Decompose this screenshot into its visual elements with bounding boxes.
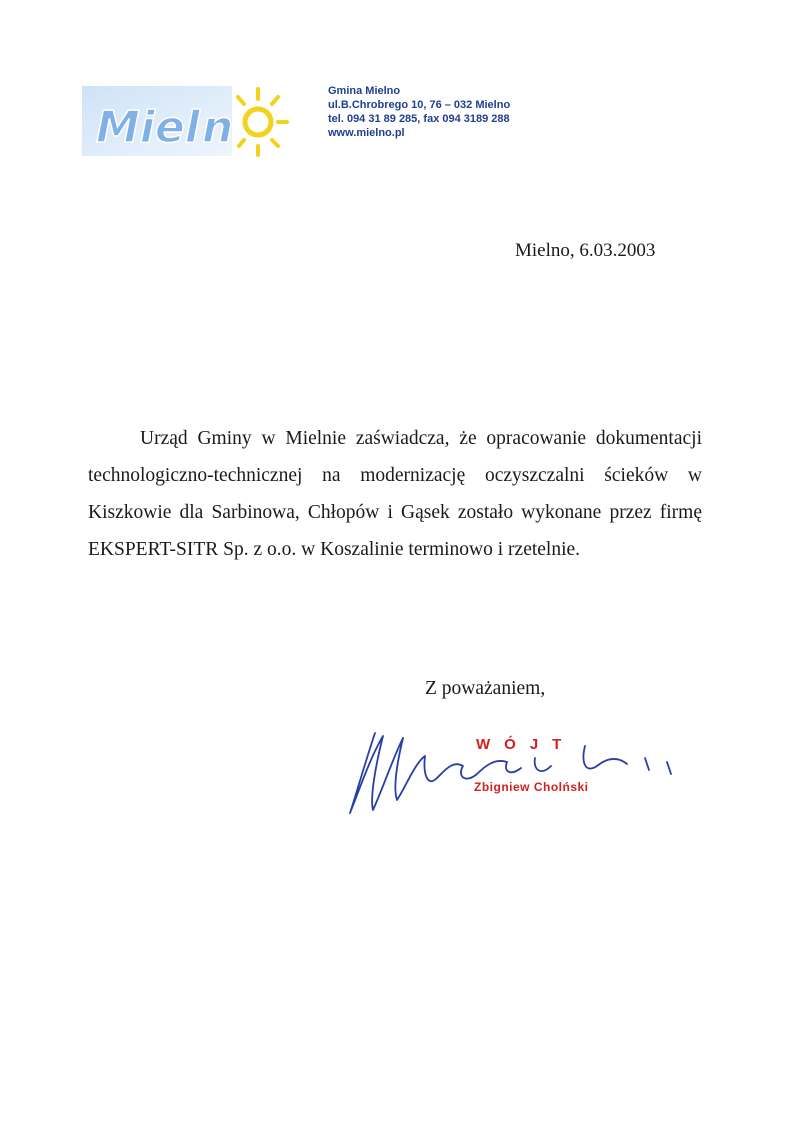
- svg-text:n: n: [202, 102, 234, 153]
- letter-closing: Z poważaniem,: [425, 678, 546, 699]
- org-phone-fax: tel. 094 31 89 285, fax 094 3189 288: [328, 113, 510, 125]
- letter-body-paragraph: Urząd Gminy w Mielnie zaświadcza, że opracowanie dokumentacji technologiczno-technicznej na modernizację oczyszczalni ścieków w Kiszkowie dla Sarbinowa, Chłopów i Gąsek zostało wykonane przez firmę EKSPERT-SITR Sp. z o.o. w Koszalinie terminowo i rzetelnie.: [88, 428, 702, 560]
- letterhead-info: [328, 84, 510, 140]
- letter-date: Mielno, 6.03.2003: [515, 240, 656, 261]
- sun-icon: [238, 89, 287, 155]
- stamp-title: WÓJT: [476, 736, 576, 753]
- org-name: Gmina Mielno: [328, 85, 401, 97]
- org-website: www.mielno.pl: [328, 127, 405, 139]
- logo-graphic: [82, 84, 292, 160]
- handwritten-signature: [345, 718, 695, 828]
- mielno-logo: [82, 84, 292, 160]
- org-address: ul.B.Chrobrego 10, 76 – 032 Mielno: [328, 99, 511, 111]
- svg-text:Miel: Miel: [96, 102, 200, 153]
- letter-body: [88, 420, 702, 568]
- stamp-name: Zbigniew Cholński: [474, 780, 589, 794]
